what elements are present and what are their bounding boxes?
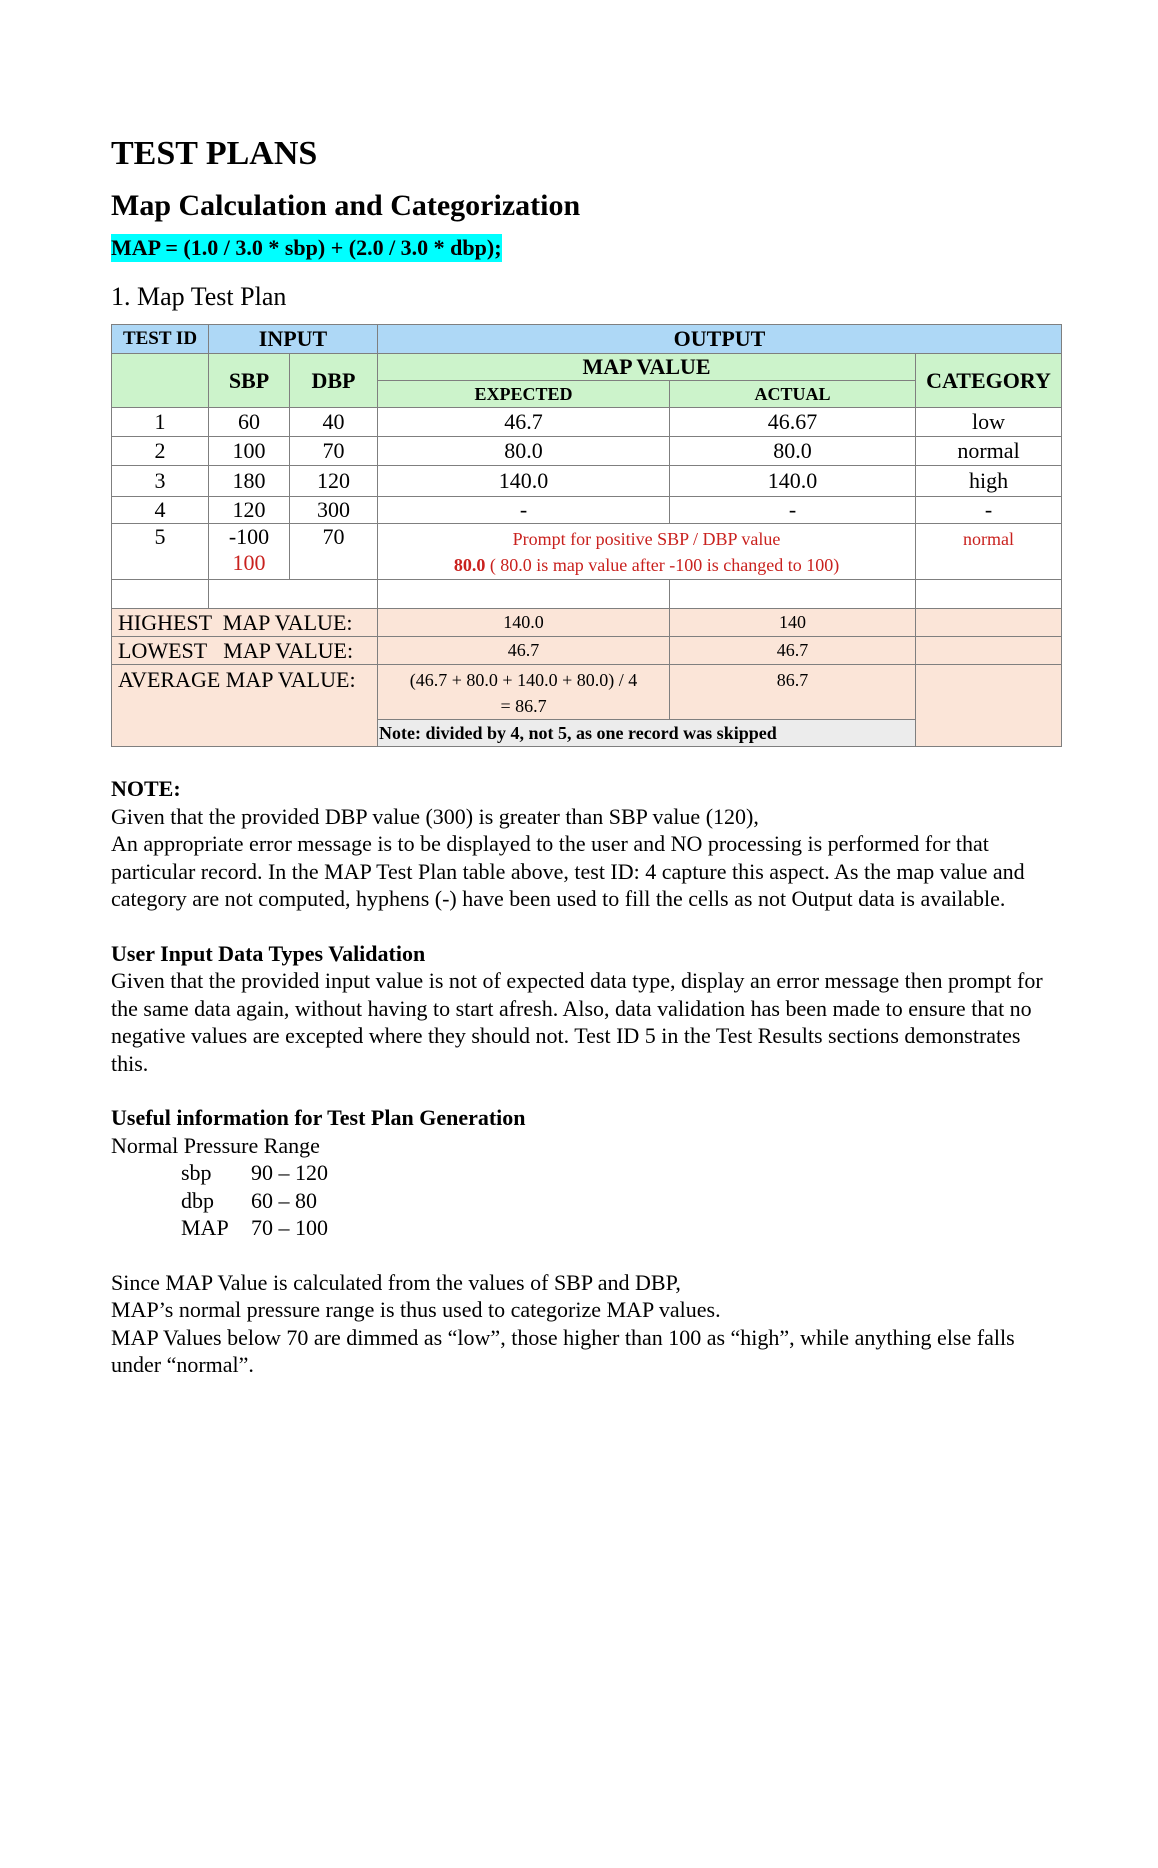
average-formula: (46.7 + 80.0 + 140.0 + 80.0) / 4 (409, 670, 638, 690)
sbp-header: SBP (209, 354, 290, 408)
summary-line: MAP’s normal pressure range is thus used to categorize MAP values. (111, 1297, 721, 1322)
test-id-cell: 5 (112, 524, 209, 580)
page-title: TEST PLANS (111, 135, 318, 172)
category-header: CATEGORY (916, 354, 1062, 408)
map-formula: MAP = (1.0 / 3.0 * sbp) + (2.0 / 3.0 * dbp); (111, 235, 502, 260)
actual-cell: 46.67 (670, 408, 916, 437)
sbp-cell: 100 (209, 437, 290, 466)
map-value-header: MAP VALUE (378, 354, 916, 381)
expected-cell: 46.7 (378, 408, 670, 437)
map-test-plan-table (111, 324, 1062, 747)
expected-header: EXPECTED (378, 381, 670, 408)
sbp-cell (209, 524, 290, 580)
empty-cell (916, 580, 1062, 609)
highest-label: HIGHEST MAP VALUE: (112, 609, 378, 637)
category-cell: normal (916, 524, 1062, 580)
notes-section (111, 775, 1061, 1379)
validation-heading: User Input Data Types Validation (111, 940, 426, 966)
sbp-cell: 60 (209, 408, 290, 437)
actual-header: ACTUAL (670, 381, 916, 408)
input-header: INPUT (209, 325, 378, 354)
sbp-corrected-value: 100 (232, 550, 266, 575)
table-row (112, 497, 1062, 524)
dbp-cell: 70 (290, 437, 378, 466)
prompt-cell (378, 524, 916, 580)
highest-row (112, 609, 1062, 637)
category-cell: normal (916, 437, 1062, 466)
empty-cell (209, 580, 378, 609)
test-id-cell: 4 (112, 497, 209, 524)
map-value-note: ( 80.0 is map value after -100 is changed to 100) (485, 555, 840, 575)
actual-cell: 140.0 (670, 466, 916, 497)
table-row (112, 408, 1062, 437)
average-expected (378, 665, 670, 720)
test-id-cell: 3 (112, 466, 209, 497)
expected-cell: 140.0 (378, 466, 670, 497)
sbp-cell: 180 (209, 466, 290, 497)
note-paragraph: An appropriate error message is to be displayed to the user and NO processing is performed for that particular record. In the MAP Test Plan table above, test ID: 4 capture this aspect. As the map value and category are not computed, hyphens (-) have been used to fill the cells as not Output data is available. (111, 831, 1025, 911)
lowest-expected: 46.7 (378, 637, 670, 665)
dbp-cell: 40 (290, 408, 378, 437)
table-row (112, 466, 1062, 497)
note-line: Given that the provided DBP value (300) is greater than SBP value (120), (111, 803, 759, 829)
range-value: 60 – 80 (251, 1187, 317, 1213)
output-header: OUTPUT (378, 325, 1062, 354)
empty-row (112, 580, 1062, 609)
lowest-label: LOWEST MAP VALUE: (112, 637, 378, 665)
category-cell: low (916, 408, 1062, 437)
prompt-text: Prompt for positive SBP / DBP value (512, 529, 781, 549)
dbp-header: DBP (290, 354, 378, 408)
empty-cell (916, 637, 1062, 665)
average-result: = 86.7 (500, 696, 547, 716)
map-value-bold: 80.0 (453, 555, 486, 575)
dbp-cell: 300 (290, 497, 378, 524)
actual-cell: - (670, 497, 916, 524)
average-row (112, 665, 1062, 720)
table-row (112, 437, 1062, 466)
sbp-original-value: -100 (228, 524, 270, 549)
highest-expected: 140.0 (378, 609, 670, 637)
range-label: MAP (181, 1215, 229, 1240)
empty-cell (916, 609, 1062, 637)
average-note: Note: divided by 4, not 5, as one record was skipped (378, 720, 916, 747)
dbp-cell: 120 (290, 466, 378, 497)
range-value: 70 – 100 (251, 1215, 328, 1240)
test-id-cell: 1 (112, 408, 209, 437)
actual-cell: 80.0 (670, 437, 916, 466)
validation-paragraph: Given that the provided input value is not of expected data type, display an error message then prompt for the same data again, without having to start afresh. Also, data validation has been made to ensure that no negative values are excepted where they should not. Test ID 5 in the Test Results sections demonstrates this. (111, 968, 1043, 1076)
expected-cell: - (378, 497, 670, 524)
range-item (111, 1159, 1061, 1187)
summary-line: Since MAP Value is calculated from the values of SBP and DBP, (111, 1269, 681, 1295)
expected-cell: 80.0 (378, 437, 670, 466)
summary-line: MAP Values below 70 are dimmed as “low”, those higher than 100 as “high”, while anything else falls under “normal”. (111, 1324, 1015, 1377)
lowest-actual: 46.7 (670, 637, 916, 665)
range-title: Normal Pressure Range (111, 1132, 320, 1158)
page-subtitle: Map Calculation and Categorization (111, 189, 581, 222)
empty-cell (112, 580, 209, 609)
test-id-blank-cell (112, 354, 209, 408)
category-cell: high (916, 466, 1062, 497)
highest-actual: 140 (670, 609, 916, 637)
empty-cell (916, 665, 1062, 747)
dbp-cell: 70 (290, 524, 378, 580)
lowest-row (112, 637, 1062, 665)
test-id-cell: 2 (112, 437, 209, 466)
category-cell: - (916, 497, 1062, 524)
section-title: 1. Map Test Plan (111, 282, 287, 311)
average-actual: 86.7 (670, 665, 916, 720)
header-row-2 (112, 354, 1062, 381)
average-label: AVERAGE MAP VALUE: (112, 665, 378, 747)
range-label: dbp (181, 1187, 214, 1213)
useful-heading: Useful information for Test Plan Generation (111, 1105, 526, 1130)
document-page (111, 130, 1061, 1379)
header-row-1 (112, 325, 1062, 354)
empty-cell (670, 580, 916, 609)
range-value: 90 – 120 (251, 1160, 328, 1185)
range-item (111, 1187, 1061, 1215)
sbp-cell: 120 (209, 497, 290, 524)
test-id-header: TEST ID (112, 325, 209, 354)
note-heading: NOTE: (111, 776, 181, 801)
empty-cell (378, 580, 670, 609)
range-item (111, 1214, 1061, 1242)
table-row (112, 524, 1062, 580)
range-label: sbp (181, 1160, 212, 1185)
